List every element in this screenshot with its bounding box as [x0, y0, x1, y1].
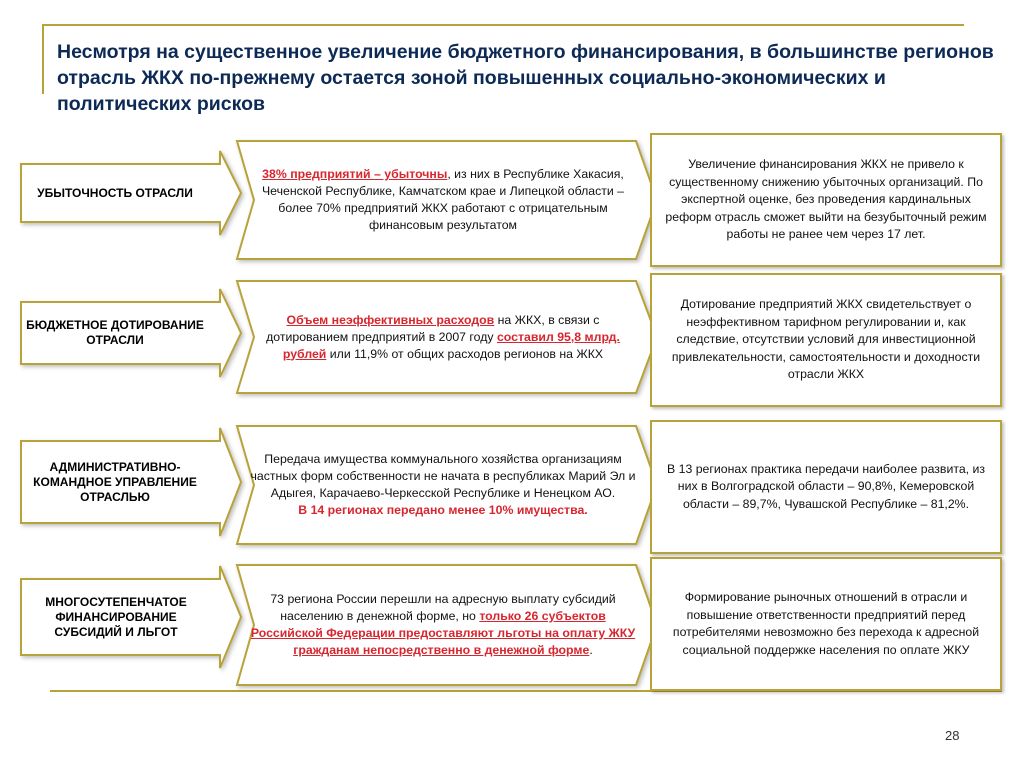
- row-3-fact-highlight: В 14 регионах передано менее 10% имущества.: [298, 503, 588, 517]
- row-3-label: АДМИНИСТРАТИВНО-КОМАНДНОЕ УПРАВЛЕНИЕ ОТРАСЛЬЮ: [33, 459, 197, 504]
- row-4-label: МНОГОСУТЕПЕНЧАТОЕ ФИНАНСИРОВАНИЕ СУБСИДИЙ И ЛЬГОТ: [45, 594, 187, 639]
- row-2-fact-body-1: на ЖКХ, в связи с дотированием предприятий в 2007 году: [266, 312, 600, 344]
- row-4-fact-body-2: .: [589, 643, 593, 657]
- top-rule: [42, 24, 964, 26]
- row-1-fact-text: [248, 142, 638, 258]
- row-3-fact-body: Передача имущества коммунального хозяйства организациям частных форм собственности не начата в республиках Марий Эл и Адыгея, Карачаево-Черкесской Республике и Ненецком АО.: [250, 452, 636, 500]
- row-3-conclusion-text: В 13 регионах практика передачи наиболее развита, из них в Волгоградской области – 90,8%, Кемеровской области – 89,7%, Чувашской Республике – 81,2%.: [666, 461, 985, 511]
- page-number: 28: [945, 728, 960, 743]
- row-4-fact-text: [248, 566, 638, 684]
- row-2-fact-highlight-1: Объем неэффективных расходов: [286, 312, 495, 327]
- row-3-fact-text: [248, 427, 638, 543]
- row-2-fact-text: [248, 282, 638, 392]
- page-title: Несмотря на существенное увеличение бюджетного финансирования, в большинстве регионов отрасль ЖКХ по-прежнему остается зоной повышенных социально-экономических и политических рисков: [57, 41, 994, 115]
- row-1-fact-highlight: 38% предприятий – убыточны: [262, 167, 448, 181]
- left-rule: [42, 24, 44, 94]
- row-3-conclusion: [650, 420, 1002, 554]
- row-2-conclusion-text: Дотирование предприятий ЖКХ свидетельствует о неэффективном тарифном регулировании и, как следствие, отсутствии условий для инвестиционной привлекательности, самостоятельности и доходности отрасли ЖКХ: [671, 297, 981, 382]
- row-1-conclusion-text: Увеличение финансирования ЖКХ не привело к существенному снижению убыточных организаций. По экспертной оценке, без проведения кардинальных реформ отрасль сможет выйти на безубыточный режим работы не ранее чем через 17 лет.: [665, 157, 987, 242]
- row-2-conclusion: [650, 273, 1002, 407]
- row-2-fact-highlight-2: составил 95,8 млрд. рублей: [282, 329, 620, 361]
- row-4-conclusion-text: Формирование рыночных отношений в отрасли и повышение ответственности предприятий перед потребителями невозможно без перехода к адресной социальной поддержке населения по оплате ЖКУ: [672, 590, 980, 657]
- row-4-fact-body-1: 73 региона России перешли на адресную выплату субсидий населению в денежной форме, но: [270, 592, 616, 623]
- row-2-fact-body-2: или 11,9% от общих расходов регионов на ЖКХ: [326, 346, 604, 361]
- row-2-label: БЮДЖЕТНОЕ ДОТИРОВАНИЕ ОТРАСЛИ: [26, 318, 204, 347]
- row-4-fact-highlight: только 26 субъектов Российской Федерации предоставляют льготы на оплату ЖКУ гражданам непосредственно в денежной форме: [250, 609, 636, 657]
- row-4-conclusion: [650, 557, 1002, 691]
- row-1-label: УБЫТОЧНОСТЬ ОТРАСЛИ: [37, 185, 193, 200]
- row-1-fact-body: , из них в Республике Хакасия, Чеченской Республике, Камчатском крае и Липецкой области – более 70% предприятий ЖКХ работают с отрицательным финансовым результатом: [261, 167, 625, 232]
- row-1-conclusion: [650, 133, 1002, 267]
